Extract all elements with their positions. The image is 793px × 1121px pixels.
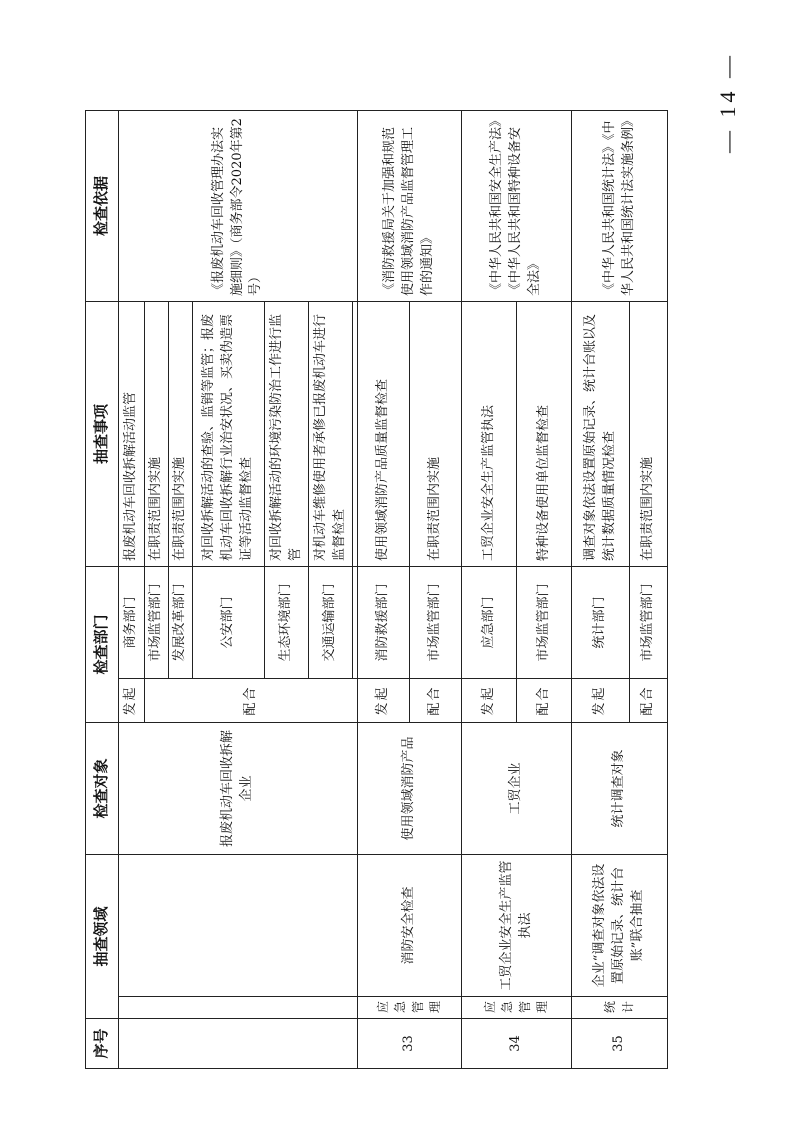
table-row	[572, 110, 630, 1068]
category-cell: 应急管理	[358, 997, 462, 1019]
table-row	[119, 110, 145, 1068]
header-basis: 检查依据	[86, 110, 119, 301]
seq-cell: 34	[462, 1019, 572, 1069]
field-cell: 企业“调查对象依法设置原始记录、统计台账”联合抽查	[572, 854, 668, 996]
dept-cell: 商务部门	[119, 566, 145, 678]
dept-cell: 应急部门	[462, 566, 517, 678]
dept-cell: 发展改革部门	[169, 566, 193, 678]
matter-cell: 调查对象依法设置原始记录、统计台账以及统计数据质量情况检查	[572, 301, 630, 566]
role-lead: 发起	[572, 678, 630, 722]
header-matter: 抽查事项	[86, 301, 119, 566]
table-row	[358, 110, 410, 1068]
dept-cell: 市场监管部门	[630, 566, 668, 678]
seq-cell: 35	[572, 1019, 668, 1069]
matter-cell: 使用领域消防产品质量监督检查	[358, 301, 410, 566]
header-dept: 检查部门	[86, 566, 119, 722]
matter-cell: 对回收拆解活动的查验、监销等监管；报废机动车回收拆解行业治安状况、买卖伪造票证等活动监督检查	[193, 301, 265, 566]
role-lead: 发起	[462, 678, 517, 722]
dept-cell: 市场监管部门	[517, 566, 572, 678]
table-row	[462, 110, 517, 1068]
matter-cell: 报废机动车回收拆解活动监管	[119, 301, 145, 566]
seq-cell: 33	[358, 1019, 462, 1069]
target-cell: 工贸企业	[462, 722, 572, 854]
category-cell	[119, 997, 358, 1019]
matter-cell: 在职责范围内实施	[410, 301, 462, 566]
dept-cell: 公安部门	[193, 566, 265, 678]
field-cell: 工贸企业安全生产监管执法	[462, 854, 572, 996]
dept-cell: 市场监管部门	[145, 566, 169, 678]
matter-cell: 在职责范围内实施	[145, 301, 169, 566]
role-assist: 配合	[410, 678, 462, 722]
target-cell: 使用领域消防产品	[358, 722, 462, 854]
matter-cell: 特种设备使用单位监督检查	[517, 301, 572, 566]
basis-cell: 《中华人民共和国安全生产法》《中华人民共和国特种设备安全法》	[462, 110, 572, 301]
basis-cell: 《中华人民共和国统计法》《中华人民共和国统计法实施条例》	[572, 110, 668, 301]
field-cell	[119, 854, 358, 996]
dept-cell: 市场监管部门	[410, 566, 462, 678]
role-lead: 发起	[358, 678, 410, 722]
matter-cell: 对回收拆解活动的环境污染防治工作进行监管	[265, 301, 309, 566]
basis-cell: 《消防救援局关于加强和规范使用领域消防产品监督管理工作的通知》	[358, 110, 462, 301]
dept-cell: 交通运输部门	[309, 566, 353, 678]
role-assist: 配合	[517, 678, 572, 722]
role-assist: 配合	[630, 678, 668, 722]
header-row	[86, 110, 119, 1068]
header-target: 检查对象	[86, 722, 119, 854]
seq-cell	[119, 1019, 358, 1069]
role-lead: 发起	[119, 678, 145, 722]
role-assist: 配合	[145, 678, 358, 722]
category-cell: 应急管理	[462, 997, 572, 1019]
header-field: 抽查领域	[86, 854, 119, 1018]
header-seq: 序号	[86, 1019, 119, 1069]
dept-cell: 消防救援部门	[358, 566, 410, 678]
target-cell: 统计调查对象	[572, 722, 668, 854]
inspection-table	[85, 110, 668, 1069]
field-cell: 消防安全检查	[358, 854, 462, 996]
target-cell: 报废机动车回收拆解企业	[119, 722, 358, 854]
category-cell: 统计	[572, 997, 668, 1019]
basis-cell: 《报废机动车回收管理办法实施细则》（商务部令2020年第2号）	[119, 110, 358, 301]
matter-cell: 在职责范围内实施	[630, 301, 668, 566]
matter-cell: 工贸企业安全生产监管执法	[462, 301, 517, 566]
matter-cell: 对机动车维修使用者承修已报废机动车进行监督检查	[309, 301, 353, 566]
page-number: — 14 —	[715, 52, 740, 153]
dept-cell: 生态环境部门	[265, 566, 309, 678]
dept-cell: 统计部门	[572, 566, 630, 678]
matter-cell: 在职责范围内实施	[169, 301, 193, 566]
